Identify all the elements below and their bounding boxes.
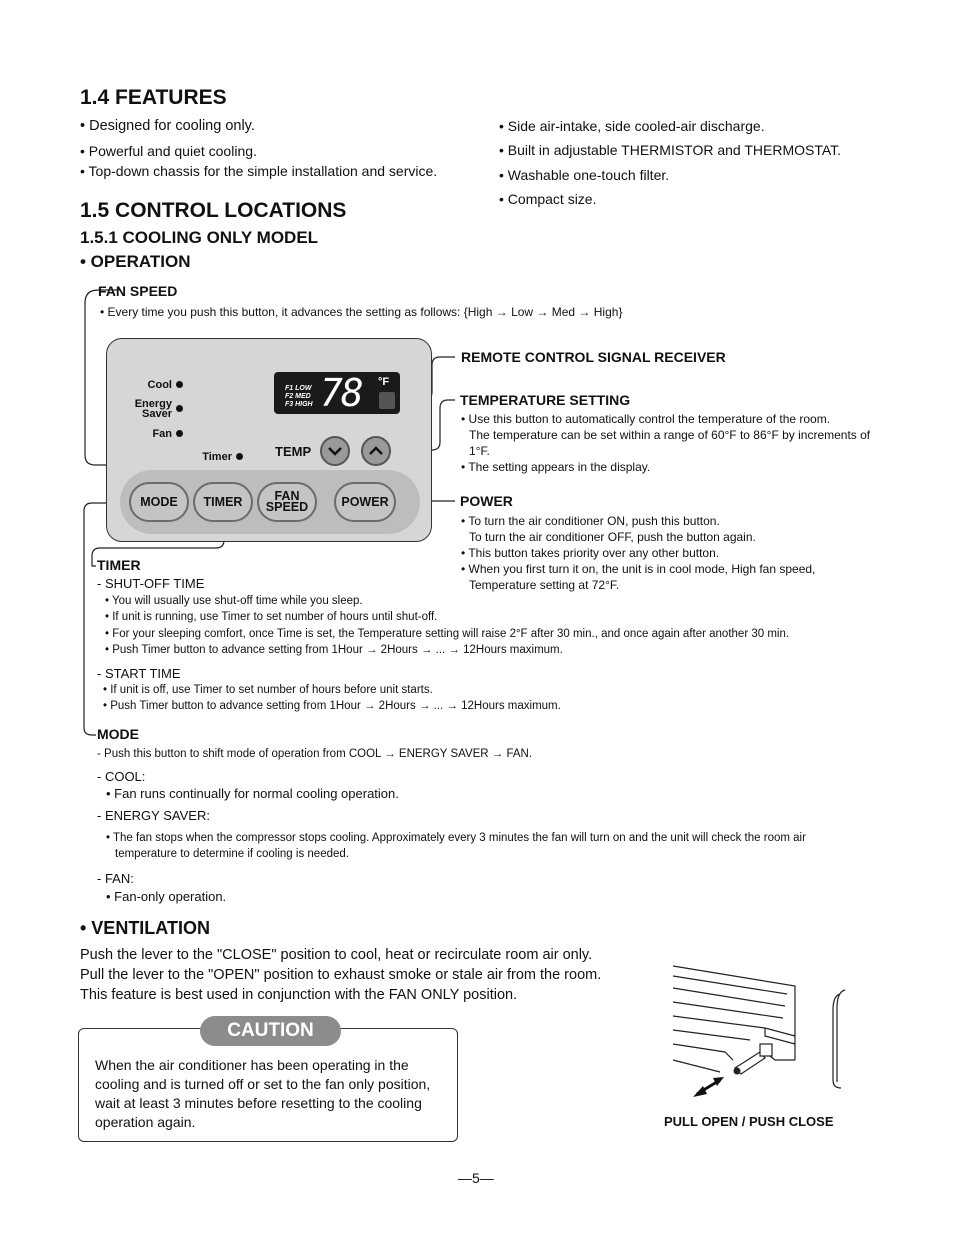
timer-label: TIMER — [97, 557, 141, 573]
timer-button[interactable]: TIMER — [193, 482, 253, 522]
fan-speed-text: • Every time you push this button, it advances the setting as follows: {High → Low → Med → High} — [100, 305, 623, 319]
remote-signal-receiver — [379, 392, 395, 409]
vent-lever-illustration — [665, 960, 855, 1110]
fan-indicator-label: Fan — [152, 428, 172, 440]
features-title: 1.4 FEATURES — [80, 86, 227, 109]
energy-saver-indicator-light — [176, 405, 183, 412]
caution-badge: CAUTION — [200, 1016, 341, 1046]
page-number: —5— — [458, 1170, 494, 1186]
mode-label: MODE — [97, 726, 139, 742]
cool-indicator-label: Cool — [147, 379, 172, 391]
cool-indicator-light — [176, 381, 183, 388]
mode-cool-title: - COOL: — [97, 769, 146, 784]
lever-caption: PULL OPEN / PUSH CLOSE — [664, 1114, 834, 1129]
double-arrow-icon — [693, 1077, 724, 1097]
fan-speed-legend: F1 LOW F2 MED F3 HIGH — [285, 385, 313, 408]
mode-intro: - Push this button to shift mode of operation from COOL → ENERGY SAVER → FAN. — [97, 748, 533, 760]
shutoff-title: - SHUT-OFF TIME — [97, 576, 205, 591]
temperature-readout: 78 — [320, 371, 362, 415]
temp-setting-text: • Use this button to automatically control the temperature of the room. The temperature can be set within a range of 60°F to 86°F by increments of 1°F. • The setting appears in the display. — [461, 412, 871, 474]
operation-heading: • OPERATION — [80, 252, 191, 271]
power-text: • To turn the air conditioner ON, push this button. To turn the air conditioner OFF, push the button again. • This button takes priority over any other button. • When you first turn it on, the unit is in cool mode, High fan speed, Temperature setting at 72°F. — [461, 514, 816, 592]
power-button[interactable]: POWER — [334, 482, 396, 522]
fan-indicator-light — [176, 430, 183, 437]
remote-receiver-label: REMOTE CONTROL SIGNAL RECEIVER — [461, 349, 726, 365]
temp-label: TEMP — [275, 444, 312, 459]
ventilation-heading: • VENTILATION — [80, 918, 210, 938]
feature-item: • Built in adjustable THERMISTOR and THERMOSTAT. — [499, 142, 842, 158]
timer-indicator-label: Timer — [202, 451, 232, 463]
power-label: POWER — [460, 493, 513, 509]
temperature-unit: °F — [378, 376, 390, 388]
shutoff-text: • You will usually use shut-off time while you sleep. • If unit is running, use Timer to set number of hours until shut-off. • For your sleeping comfort, once Time is set, the Temperature setting will raise 2°F after 30 min., and once again after another 30 min. • Push Timer button to advance setting from 1Hour → 2Hours → ... → 12Hours maximum. — [105, 595, 790, 656]
mode-energy-text: • The fan stops when the compressor stops cooling. Approximately every 3 minutes the fan will turn on and the unit will check the room air temperature to determine if cooling is needed. — [106, 832, 806, 861]
temp-up-button[interactable] — [361, 436, 391, 466]
control-title: 1.5 CONTROL LOCATIONS — [80, 199, 347, 222]
temp-setting-label: TEMPERATURE SETTING — [460, 392, 631, 408]
feature-item: • Compact size. — [499, 191, 597, 207]
start-time-title: - START TIME — [97, 666, 181, 681]
mode-cool-text: • Fan runs continually for normal cooling operation. — [106, 786, 399, 801]
mode-fan-text: • Fan-only operation. — [106, 889, 227, 904]
temp-down-button[interactable] — [320, 436, 350, 466]
timer-indicator-light — [236, 453, 243, 460]
feature-item: • Washable one-touch filter. — [499, 167, 670, 183]
feature-item: • Designed for cooling only. — [80, 118, 255, 134]
mode-energy-title: - ENERGY SAVER: — [97, 808, 210, 823]
feature-item: • Top-down chassis for the simple installation and service. — [80, 163, 438, 179]
lever-handle — [734, 1044, 773, 1075]
feature-item: • Powerful and quiet cooling. — [80, 143, 257, 159]
feature-item: • Side air-intake, side cooled-air discharge. — [499, 118, 765, 134]
energy-indicator-label: Energy Saver — [134, 398, 172, 420]
caution-text: When the air conditioner has been operating in the cooling and is turned off or set to the fan only position, wait at least 3 minutes before resetting to the cooling operation again. — [95, 1057, 431, 1130]
start-time-text: • If unit is off, use Timer to set number of hours before unit starts. • Push Timer button to advance setting from 1Hour → 2Hours → ... → 12Hours maximum. — [103, 684, 561, 713]
chevron-up-icon — [369, 446, 383, 456]
ventilation-text: Push the lever to the "CLOSE" position to cool, heat or recirculate room air only. Pull the lever to the "OPEN" position to exhaust smoke or stale air from the room. This feature is best used in conjunction with the FAN ONLY position. — [80, 947, 602, 1003]
fan-speed-label: FAN SPEED — [98, 283, 178, 299]
chevron-down-icon — [328, 446, 342, 456]
mode-button[interactable]: MODE — [129, 482, 189, 522]
mode-fan-title: - FAN: — [97, 871, 134, 886]
fan-speed-button[interactable]: FAN SPEED — [257, 482, 317, 522]
control-subtitle: 1.5.1 COOLING ONLY MODEL — [80, 228, 319, 247]
